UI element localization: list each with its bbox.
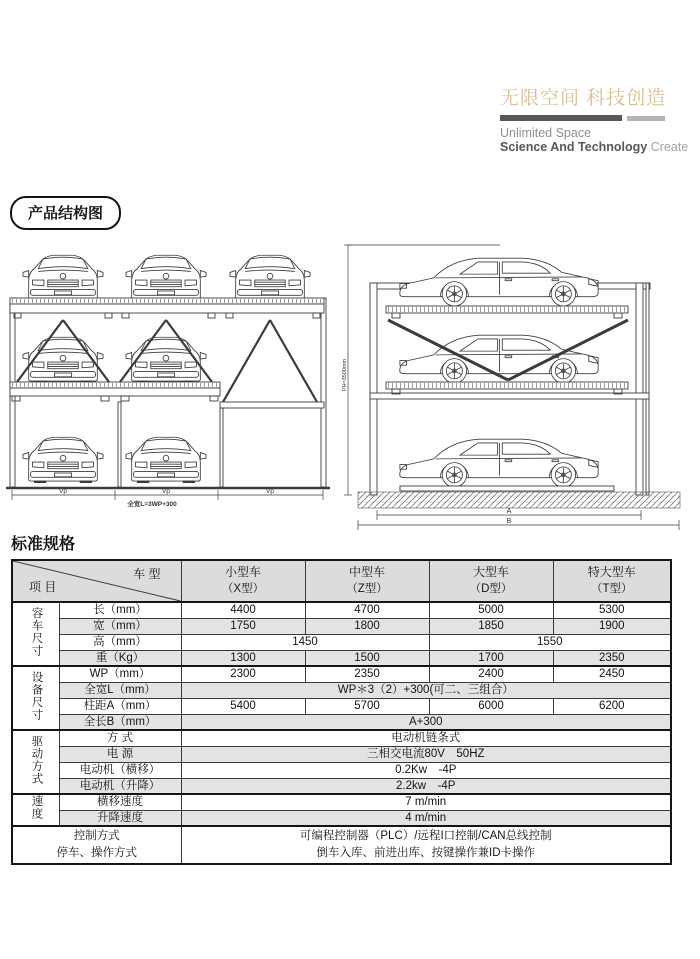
cell-value: 6000	[429, 698, 553, 714]
group-label: 驱动方式	[12, 730, 59, 794]
bay-width-label: Vp	[59, 488, 67, 495]
column-header: 小型车 （X型）	[181, 560, 305, 602]
table-row	[12, 634, 671, 650]
corner-label-item: 项 目	[29, 580, 57, 594]
cell-value: 1700	[429, 650, 553, 666]
length-dimensions	[358, 508, 679, 530]
bay3-post	[220, 408, 223, 487]
table-row	[12, 746, 671, 762]
row-label: 全宽L（mm）	[59, 682, 181, 698]
frame-right-outer-post	[646, 283, 649, 495]
cell-value: 电动机链条式	[181, 730, 671, 746]
cell-value: 2300	[181, 666, 305, 682]
cell-value: 7 m/min	[181, 794, 671, 810]
car-front-icon	[23, 437, 103, 483]
table-row	[12, 618, 671, 634]
cell-value: 1300	[181, 650, 305, 666]
row-label: 升降速度	[59, 810, 181, 826]
row-label: 全长B（mm）	[59, 714, 181, 730]
structure-section-title: 产品结构图	[10, 196, 121, 230]
spec-table	[11, 559, 672, 865]
cell-value: 5300	[553, 602, 671, 618]
row-label: 柱距A（mm）	[59, 698, 181, 714]
cell-value: 5000	[429, 602, 553, 618]
group-label: 设备尺寸	[12, 666, 59, 730]
table-row	[12, 778, 671, 794]
divider-bar-dark	[500, 115, 622, 121]
cell-value: 4 m/min	[181, 810, 671, 826]
frame-left-post	[370, 283, 377, 495]
table-row	[12, 810, 671, 826]
product-structure-diagrams	[0, 233, 700, 535]
group-label: 容车尺寸	[12, 602, 59, 666]
table-row	[12, 666, 671, 682]
brand-header	[500, 83, 689, 155]
bay-width-label: Vp	[162, 488, 170, 495]
front-view-diagram	[2, 236, 334, 514]
table-row	[12, 730, 671, 746]
cell-value: 2400	[429, 666, 553, 682]
ground-pallet	[400, 486, 614, 491]
row-label: 高（mm）	[59, 634, 181, 650]
right-bay-beam	[220, 402, 324, 408]
slogan-english-line1: Unlimited Space	[500, 126, 592, 140]
cell-value: 1800	[305, 618, 429, 634]
table-header-row	[12, 560, 671, 602]
divider-bar-light	[627, 116, 665, 121]
cell-value: 1900	[553, 618, 671, 634]
cell-value: 1550	[429, 634, 671, 650]
column-header: 中型车 （Z型）	[305, 560, 429, 602]
cell-value: 4700	[305, 602, 429, 618]
middle-pallet	[370, 382, 649, 399]
cell-value: WP＊3（2）+300(可二、三组合）	[181, 682, 671, 698]
car-side-icon	[400, 439, 598, 487]
group-label: 速度	[12, 794, 59, 826]
top-pallet	[386, 306, 628, 318]
cell-value: 1450	[181, 634, 429, 650]
cell-value: A+300	[181, 714, 671, 730]
dim-b-label: B	[506, 518, 512, 525]
slogan-english-tail: Create	[647, 140, 689, 155]
width-dimensions	[12, 488, 323, 508]
cell-value: 4400	[181, 602, 305, 618]
table-row	[12, 602, 671, 618]
side-view-diagram	[340, 230, 700, 535]
corner-cell	[12, 560, 181, 602]
slogan-chinese: 无限空间 科技创造	[500, 88, 667, 109]
car-front-icon	[126, 255, 206, 301]
cell-value: 6200	[553, 698, 671, 714]
slogan-english-bold: Science And Technology	[500, 140, 648, 155]
control-row-value: 可编程控制器（PLC）/远程I口控制/CAN总线控制 倒车入库、前进出库、按键操作兼ID卡操作	[181, 826, 671, 864]
car-front-icon	[126, 337, 206, 383]
row-label: 电动机（横移）	[59, 762, 181, 778]
center-post	[118, 402, 121, 487]
row-label: 宽（mm）	[59, 618, 181, 634]
table-row	[12, 762, 671, 778]
cell-value: 1500	[305, 650, 429, 666]
frame-right-post	[636, 283, 643, 495]
concrete-foundation	[358, 492, 680, 508]
cell-value: 2350	[553, 650, 671, 666]
table-row	[12, 794, 671, 810]
row-label: 横移速度	[59, 794, 181, 810]
control-row	[12, 826, 671, 864]
brand-divider	[500, 115, 668, 121]
cell-value: 5700	[305, 698, 429, 714]
row-label: 长（mm）	[59, 602, 181, 618]
corner-label-vehicle-type: 车 型	[133, 567, 161, 581]
car-front-icon	[230, 255, 310, 301]
cell-value: 2350	[305, 666, 429, 682]
row-label: 电动机（升降）	[59, 778, 181, 794]
column-header: 特大型车 （T型）	[553, 560, 671, 602]
table-row	[12, 682, 671, 698]
cell-value: 1850	[429, 618, 553, 634]
height-dim-label: PH≈3500mm	[342, 358, 348, 392]
row-label: WP（mm）	[59, 666, 181, 682]
table-row	[12, 650, 671, 666]
car-front-icon	[126, 437, 206, 483]
column-header: 大型车 （D型）	[429, 560, 553, 602]
row-label: 电 源	[59, 746, 181, 762]
bay-width-label: Vp	[266, 488, 274, 495]
car-side-icon	[400, 258, 598, 306]
row-label: 重（Kg）	[59, 650, 181, 666]
middle-platform	[10, 382, 220, 401]
total-width-label: 全宽L=3WP+300	[127, 501, 177, 508]
control-row-label: 控制方式 停车、操作方式	[12, 826, 181, 864]
row-label: 方 式	[59, 730, 181, 746]
slogan-english-line2	[500, 140, 689, 155]
top-platform	[10, 298, 324, 318]
right-post	[321, 298, 326, 487]
cell-value: 2.2kw -4P	[181, 778, 671, 794]
table-row	[12, 698, 671, 714]
specs-section-title: 标准规格	[11, 536, 76, 553]
cell-value: 0.2Kw -4P	[181, 762, 671, 778]
table-row	[12, 714, 671, 730]
cell-value: 1750	[181, 618, 305, 634]
dim-a-label: A	[506, 508, 512, 515]
cell-value: 2450	[553, 666, 671, 682]
car-front-icon	[23, 337, 103, 383]
car-front-icon	[23, 255, 103, 301]
cell-value: 三相交电流80V 50HZ	[181, 746, 671, 762]
cell-value: 5400	[181, 698, 305, 714]
